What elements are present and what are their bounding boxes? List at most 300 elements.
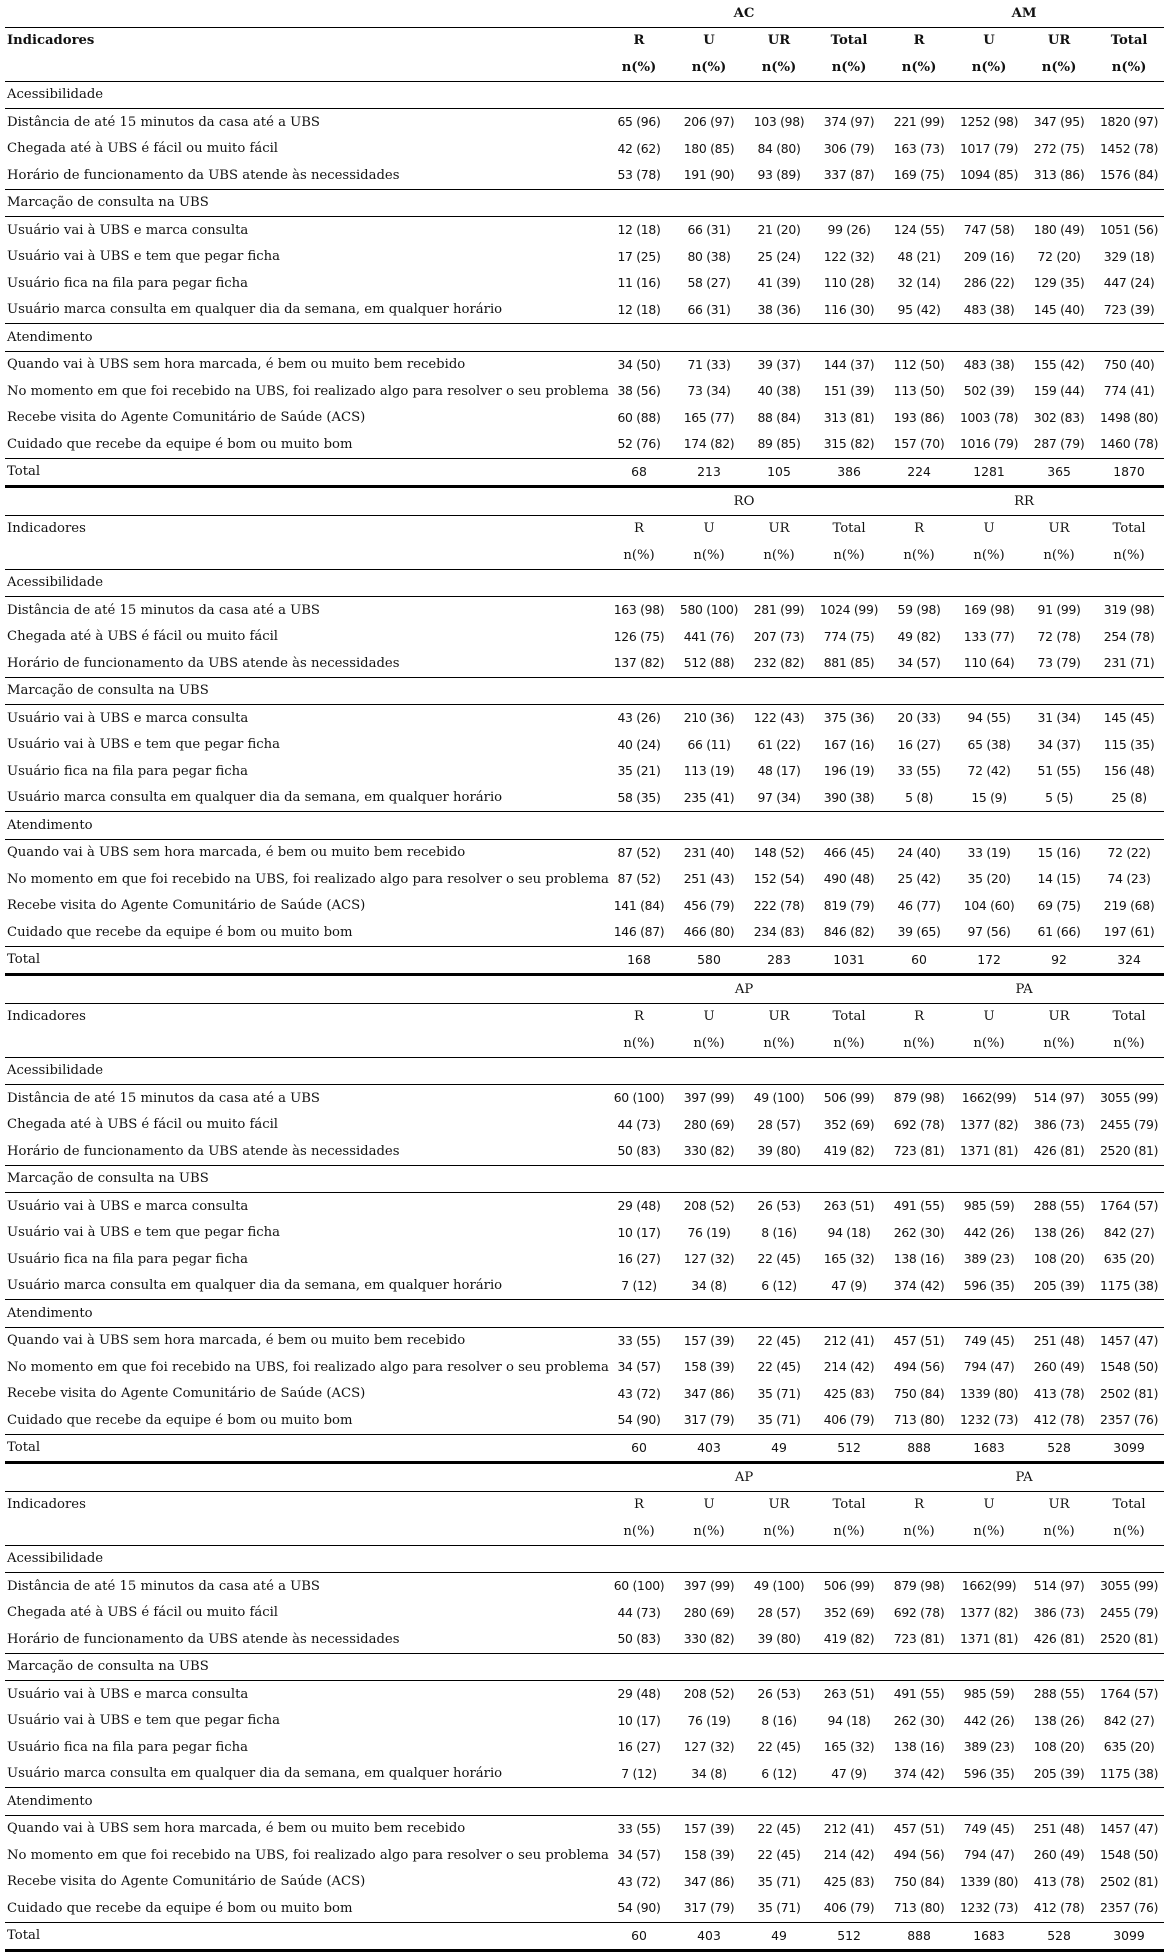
value-cell: 723 (81) [884,1626,954,1653]
total-value: 403 [674,1922,744,1951]
value-cell: 330 (82) [674,1138,744,1165]
value-cell: 11 (16) [617,275,661,291]
empty-cell [814,1788,884,1816]
empty-cell [1094,81,1164,109]
empty-cell [674,1300,744,1328]
total-label: Total [5,1434,604,1463]
value-cell: 317 (79) [674,1895,744,1922]
value-cell: 212 (41) [823,1332,875,1348]
value-cell: 1232 (73) [954,1407,1024,1434]
empty-cell [954,81,1024,109]
empty-cell [1024,569,1094,597]
value-cell: 47 (9) [814,1761,884,1788]
value-cell: 1377 (82) [959,1116,1019,1132]
value-cell: 426 (81) [1024,1138,1094,1165]
value-cell: 425 (83) [823,1873,875,1889]
total-value: 92 [1024,946,1094,975]
table-row [5,1112,1164,1139]
value-cell: 7 (12) [604,1761,674,1788]
section-row [5,81,1164,109]
value-cell: 97 (56) [954,919,1024,946]
value-cell: 34 (57) [617,1847,661,1863]
value-cell: 138 (16) [893,1739,945,1755]
value-cell: 406 (79) [814,1407,884,1434]
value-cell: 145 (40) [1024,297,1094,324]
value-cell: 34 (50) [617,356,661,372]
value-cell: 313 (86) [1024,162,1094,189]
empty-cell [954,569,1024,597]
value-cell: 88 (84) [757,409,801,425]
value-cell: 389 (23) [963,1251,1015,1267]
total-value: 528 [1024,1434,1094,1463]
value-cell: 31 (34) [1037,710,1081,726]
value-cell: 99 (26) [827,222,871,238]
value-cell: 84 (80) [757,140,801,156]
unit-label: n(%) [884,542,954,569]
empty-cell [604,812,674,840]
empty-cell [604,1788,674,1816]
section-row [5,1057,1164,1085]
value-cell: 26 (53) [757,1198,801,1214]
value-cell: 1548 (50) [1099,1847,1159,1863]
value-cell: 842 (27) [1103,1224,1155,1240]
value-cell: 49 (100) [753,1090,805,1106]
empty-cell [744,1788,814,1816]
table-row [5,351,1164,378]
value-cell: 66 (31) [687,222,731,238]
empty-cell [1094,812,1164,840]
column-header: U [703,33,715,49]
empty-cell [884,1300,954,1328]
indicator-label: Recebe visita do Agente Comunitário de Saúde (ACS) [7,898,366,914]
value-cell: 375 (36) [823,710,875,726]
value-cell: 3055 (99) [1099,1090,1159,1106]
section-row [5,812,1164,840]
empty-cell [1024,1057,1094,1085]
value-cell: 8 (16) [761,1712,797,1728]
value-cell: 138 (26) [1033,1224,1085,1240]
empty-cell [954,1165,1024,1193]
value-cell: 502 (39) [963,383,1015,399]
column-header: Total [1112,1009,1146,1025]
value-cell: 60 (88) [617,409,661,425]
empty-cell [884,81,954,109]
empty-cell [1094,189,1164,217]
table-row [5,1815,1164,1842]
section-title: Acessibilidade [5,1545,604,1573]
value-cell: 263 (51) [823,1686,875,1702]
section-row [5,1165,1164,1193]
value-cell: 412 (78) [1024,1895,1094,1922]
value-cell: 441 (76) [683,628,735,644]
indicator-label: Chegada até à UBS é fácil ou muito fácil [7,629,279,645]
value-cell: 232 (82) [744,650,814,677]
value-cell: 6 (12) [744,1761,814,1788]
value-cell: 1017 (79) [959,140,1019,156]
empty-cell [884,1057,954,1085]
value-cell: 87 (52) [617,844,661,860]
value-cell: 723 (81) [884,1138,954,1165]
total-value: 283 [744,946,814,975]
value-cell: 260 (49) [1033,1847,1085,1863]
total-row [5,1922,1164,1951]
value-cell: 1548 (50) [1099,1359,1159,1375]
value-cell: 456 (79) [683,897,735,913]
value-cell: 692 (78) [893,1116,945,1132]
indicator-label: Horário de funcionamento da UBS atende às necessidades [5,650,604,677]
indicator-label: Horário de funcionamento da UBS atende às necessidades [5,1626,604,1653]
state-label: AC [604,0,884,27]
value-cell: 6 (12) [744,1273,814,1300]
indicator-label: Quando vai à UBS sem hora marcada, é bem ou muito bem recebido [7,1333,466,1349]
table-row [5,1600,1164,1627]
empty-cell [954,812,1024,840]
value-cell: 374 (42) [884,1761,954,1788]
value-cell: 506 (99) [823,1578,875,1594]
empty-cell [674,1057,744,1085]
value-cell: 317 (79) [674,1407,744,1434]
value-cell: 288 (55) [1033,1198,1085,1214]
value-cell: 251 (48) [1033,1332,1085,1348]
indicator-label: Chegada até à UBS é fácil ou muito fácil [7,1117,279,1133]
value-cell: 205 (39) [1024,1761,1094,1788]
value-cell: 39 (80) [744,1138,814,1165]
empty-cell [744,1653,814,1681]
indicator-label: Usuário vai à UBS e marca consulta [7,710,249,726]
table-row [5,136,1164,163]
value-cell: 329 (18) [1103,248,1155,264]
column-header: Total [1110,33,1148,49]
value-cell: 163 (98) [613,602,665,618]
value-cell: 374 (42) [884,1273,954,1300]
value-cell: 846 (82) [814,919,884,946]
value-cell: 22 (45) [757,1739,801,1755]
empty-cell [814,324,884,352]
table-row [5,919,1164,946]
value-cell: 794 (47) [963,1847,1015,1863]
unit-label: n(%) [884,1518,954,1545]
value-cell: 1457 (47) [1099,1332,1159,1348]
empty-cell [814,1653,884,1681]
value-cell: 263 (51) [823,1198,875,1214]
value-cell: 21 (20) [757,222,801,238]
empty-cell [884,189,954,217]
value-cell: 60 (100) [613,1578,665,1594]
column-header: UR [1048,1009,1070,1025]
value-cell: 386 (73) [1033,1604,1085,1620]
value-cell: 5 (5) [1024,785,1094,812]
value-cell: 313 (81) [823,409,875,425]
value-cell: 254 (78) [1103,628,1155,644]
value-cell: 115 (35) [1103,736,1155,752]
state-label: PA [884,975,1164,1004]
value-cell: 713 (80) [884,1895,954,1922]
value-cell: 156 (48) [1103,763,1155,779]
indicators-header: Indicadores [7,33,95,49]
value-cell: 337 (87) [814,162,884,189]
value-cell: 43 (26) [617,710,661,726]
value-cell: 34 (8) [674,1273,744,1300]
indicator-label: Cuidado que recebe da equipe é bom ou muito bom [5,1895,604,1922]
unit-label: n(%) [744,54,814,81]
value-cell: 1051 (56) [1099,222,1159,238]
empty-cell [1024,1165,1094,1193]
column-header-row [5,515,1164,542]
empty-cell [744,677,814,705]
value-cell: 35 (71) [757,1873,801,1889]
value-cell: 66 (31) [674,297,744,324]
value-cell: 103 (98) [753,114,805,130]
value-cell: 713 (80) [884,1407,954,1434]
empty-cell [674,1165,744,1193]
value-cell: 2455 (79) [1099,1604,1159,1620]
value-cell: 5 (8) [884,785,954,812]
value-cell: 141 (84) [613,897,665,913]
value-cell: 94 (55) [967,710,1011,726]
indicator-label: Horário de funcionamento da UBS atende às necessidades [5,162,604,189]
unit-label: n(%) [744,1030,814,1057]
value-cell: 34 (8) [674,1761,744,1788]
value-cell: 750 (84) [893,1873,945,1889]
total-value: 386 [814,458,884,487]
unit-label: n(%) [744,542,814,569]
unit-label: n(%) [884,1030,954,1057]
empty-cell [954,1545,1024,1573]
value-cell: 426 (81) [1024,1626,1094,1653]
state-header-row [5,487,1164,516]
value-cell: 40 (38) [757,383,801,399]
empty-cell [5,0,604,27]
empty-cell [604,677,674,705]
indicators-table [5,0,1164,1952]
value-cell: 89 (85) [744,431,814,458]
value-cell: 26 (53) [757,1686,801,1702]
value-cell: 2357 (76) [1094,1407,1164,1434]
indicator-label: Usuário vai à UBS e tem que pegar ficha [7,1713,281,1729]
value-cell: 412 (78) [1024,1407,1094,1434]
value-cell: 212 (41) [823,1820,875,1836]
value-cell: 419 (82) [814,1626,884,1653]
section-row [5,1653,1164,1681]
value-cell: 251 (43) [683,871,735,887]
value-cell: 52 (76) [604,431,674,458]
value-cell: 39 (37) [757,356,801,372]
indicator-label: Quando vai à UBS sem hora marcada, é bem ou muito bem recebido [7,845,466,861]
value-cell: 288 (55) [1033,1686,1085,1702]
total-value: 1031 [814,946,884,975]
total-value: 60 [604,1922,674,1951]
empty-cell [1024,189,1094,217]
section-title: Marcação de consulta na UBS [5,1653,604,1681]
section-row [5,324,1164,352]
column-header: UR [1048,521,1070,537]
value-cell: 231 (71) [1094,650,1164,677]
empty-cell [604,1653,674,1681]
total-value: 403 [674,1434,744,1463]
value-cell: 491 (55) [893,1198,945,1214]
indicator-label: Usuário fica na fila para pegar ficha [7,763,248,779]
column-header-row [5,27,1164,54]
indicator-label: Recebe visita do Agente Comunitário de Saúde (ACS) [7,410,366,426]
value-cell: 635 (20) [1103,1251,1155,1267]
unit-label: n(%) [954,542,1024,569]
value-cell: 151 (39) [823,383,875,399]
value-cell: 25 (24) [757,248,801,264]
column-header: R [913,33,925,49]
table-row [5,1138,1164,1165]
value-cell: 76 (19) [687,1224,731,1240]
value-cell: 491 (55) [893,1686,945,1702]
value-cell: 251 (48) [1033,1820,1085,1836]
empty-cell [814,1165,884,1193]
value-cell: 110 (28) [823,275,875,291]
value-cell: 1662(99) [961,1090,1017,1106]
empty-cell [1024,1788,1094,1816]
column-header: Total [830,33,868,49]
empty-cell [1094,1165,1164,1193]
table-row [5,1842,1164,1869]
table-row [5,1708,1164,1735]
value-cell: 158 (39) [683,1847,735,1863]
value-cell: 61 (66) [1024,919,1094,946]
indicator-label: Chegada até à UBS é fácil ou muito fácil [7,1605,279,1621]
value-cell: 157 (70) [884,431,954,458]
empty-cell [1094,1057,1164,1085]
value-cell: 193 (86) [893,409,945,425]
value-cell: 72 (42) [967,763,1011,779]
value-cell: 39 (80) [744,1626,814,1653]
value-cell: 207 (73) [753,628,805,644]
unit-label: n(%) [884,54,954,81]
unit-header-row [5,54,1164,81]
value-cell: 494 (56) [893,1359,945,1375]
value-cell: 174 (82) [674,431,744,458]
unit-label: n(%) [814,1518,884,1545]
table-row [5,1626,1164,1653]
value-cell: 208 (52) [683,1686,735,1702]
empty-cell [954,1653,1024,1681]
value-cell: 74 (23) [1107,871,1151,887]
value-cell: 286 (22) [963,275,1015,291]
value-cell: 51 (55) [1037,763,1081,779]
empty-cell [674,189,744,217]
total-row [5,1434,1164,1463]
value-cell: 208 (52) [683,1198,735,1214]
value-cell: 466 (45) [823,844,875,860]
value-cell: 22 (45) [757,1359,801,1375]
value-cell: 58 (27) [687,275,731,291]
value-cell: 112 (50) [893,356,945,372]
value-cell: 1498 (80) [1099,409,1159,425]
empty-cell [5,1518,604,1545]
value-cell: 137 (82) [604,650,674,677]
value-cell: 347 (86) [683,1873,735,1889]
value-cell: 347 (86) [683,1385,735,1401]
total-value: 888 [884,1922,954,1951]
total-value: 888 [884,1434,954,1463]
empty-cell [674,81,744,109]
value-cell: 272 (75) [1033,140,1085,156]
column-header: U [703,521,715,537]
value-cell: 29 (48) [617,1686,661,1702]
empty-cell [1094,1653,1164,1681]
indicators-header: Indicadores [7,521,86,537]
value-cell: 985 (59) [963,1198,1015,1214]
table-row [5,1193,1164,1220]
value-cell: 113 (50) [893,383,945,399]
value-cell: 881 (85) [814,650,884,677]
total-value: 213 [674,458,744,487]
value-cell: 16 (27) [897,736,941,752]
column-header: R [914,1009,925,1025]
value-cell: 1662(99) [961,1578,1017,1594]
indicator-label: Usuário marca consulta em qualquer dia da semana, em qualquer horário [5,785,604,812]
table-row [5,1085,1164,1112]
value-cell: 20 (33) [897,710,941,726]
table-row [5,1681,1164,1708]
indicator-label: Usuário vai à UBS e tem que pegar ficha [7,737,281,753]
value-cell: 514 (97) [1033,1578,1085,1594]
indicator-label: Quando vai à UBS sem hora marcada, é bem ou muito bem recebido [7,1821,466,1837]
indicator-label: No momento em que foi recebido na UBS, foi realizado algo para resolver o seu problema [7,871,609,887]
value-cell: 127 (32) [683,1739,735,1755]
empty-cell [814,569,884,597]
value-cell: 50 (83) [604,1138,674,1165]
value-cell: 985 (59) [963,1686,1015,1702]
value-cell: 148 (52) [753,844,805,860]
value-cell: 442 (26) [963,1712,1015,1728]
empty-cell [884,324,954,352]
column-header: Total [1112,521,1146,537]
value-cell: 54 (90) [604,1407,674,1434]
empty-cell [1094,1788,1164,1816]
total-value: 49 [744,1434,814,1463]
indicator-label: Usuário vai à UBS e tem que pegar ficha [7,1225,281,1241]
indicator-label: Distância de até 15 minutos da casa até a UBS [7,114,320,130]
value-cell: 152 (54) [753,871,805,887]
table-row [5,1246,1164,1273]
value-cell: 34 (57) [884,650,954,677]
value-cell: 1460 (78) [1094,431,1164,458]
indicator-label: No momento em que foi recebido na UBS, foi realizado algo para resolver o seu problema [7,1359,609,1375]
table-row [5,297,1164,324]
column-header: Total [832,521,866,537]
value-cell: 1339 (80) [959,1385,1019,1401]
value-cell: 28 (57) [757,1116,801,1132]
section-row [5,189,1164,217]
column-header: UR [1048,1497,1070,1513]
value-cell: 35 (71) [744,1407,814,1434]
value-cell: 1452 (78) [1099,140,1159,156]
value-cell: 287 (79) [1024,431,1094,458]
value-cell: 1377 (82) [959,1604,1019,1620]
value-cell: 46 (77) [897,897,941,913]
total-value: 1870 [1094,458,1164,487]
value-cell: 39 (65) [884,919,954,946]
value-cell: 129 (35) [1033,275,1085,291]
indicators-header: Indicadores [7,1009,86,1025]
total-value: 60 [604,1434,674,1463]
value-cell: 197 (61) [1094,919,1164,946]
value-cell: 352 (69) [823,1116,875,1132]
total-value: 365 [1024,458,1094,487]
table-row [5,893,1164,920]
empty-cell [954,1300,1024,1328]
empty-cell [5,487,604,516]
value-cell: 7 (12) [604,1273,674,1300]
value-cell: 280 (69) [683,1604,735,1620]
value-cell: 347 (95) [1033,114,1085,130]
